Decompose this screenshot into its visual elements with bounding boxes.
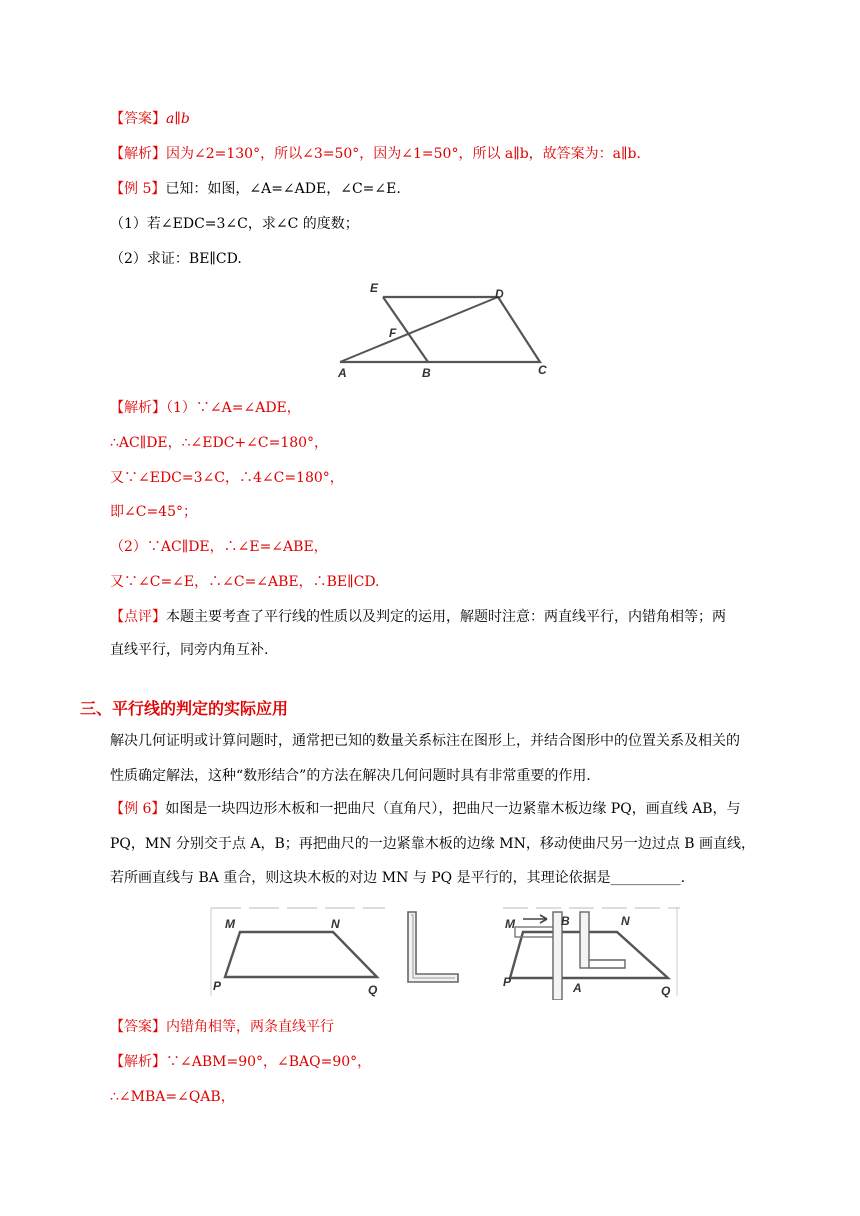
paragraph-line-2: 性质确定解法，这种“数形结合”的方法在解决几何问题时具有非常重要的作用. bbox=[110, 768, 591, 784]
analysis-line-3: ∴∠MBA=∠QAB， bbox=[110, 1089, 235, 1105]
label-P: P bbox=[213, 979, 222, 993]
label-A: A bbox=[573, 981, 582, 995]
label-Q: Q bbox=[368, 983, 378, 997]
analysis-text: 因为∠2=130°，所以∠3=50°，因为∠1=50°，所以 a∥b，故答案为：a∥b. bbox=[166, 146, 641, 162]
label-B: B bbox=[422, 366, 431, 380]
label-F: F bbox=[389, 326, 397, 340]
comment-text-1: 本题主要考查了平行线的性质以及判定的运用，解题时注意：两直线平行，内错角相等；两 bbox=[166, 609, 726, 625]
comment-line-2: 直线平行，同旁内角互补. bbox=[110, 642, 269, 658]
solution-line-5: （2）∵AC∥DE，∴∠E=∠ABE， bbox=[110, 539, 328, 555]
answer-text: a∥b bbox=[166, 111, 190, 127]
analysis-tag-2: 【解析】 bbox=[110, 1054, 166, 1070]
analysis-line-2 bbox=[110, 1051, 371, 1073]
example-6-line-1 bbox=[110, 798, 741, 820]
label-A: A bbox=[338, 366, 347, 380]
figure-trapezoid-with-ruler bbox=[495, 898, 685, 1000]
answer-line-1 bbox=[110, 108, 190, 130]
comment-tag: 【点评】 bbox=[110, 609, 166, 625]
label-B: B bbox=[561, 914, 570, 928]
example-6-tag: 【例 6】 bbox=[110, 801, 166, 817]
question-1: （1）若∠EDC=3∠C，求∠C 的度数； bbox=[110, 216, 359, 232]
solution-line-2: ∴AC∥DE，∴∠EDC+∠C=180°， bbox=[110, 435, 329, 451]
figure-trapezoid bbox=[205, 898, 390, 1000]
section-title: 三、平行线的判定的实际应用 bbox=[80, 699, 289, 718]
solution-line-6: 又∵∠C=∠E，∴∠C=∠ABE，∴BE∥CD. bbox=[110, 574, 380, 590]
solution-text-1: （1）∵∠A=∠ADE， bbox=[166, 400, 301, 416]
analysis-tag: 【解析】 bbox=[110, 146, 166, 162]
example-6-line-2: PQ，MN 分别交于点 A，B；再把曲尺的一边紧靠木板的边缘 MN，移动使曲尺另一边过点 B 画直线， bbox=[110, 836, 756, 852]
label-C: C bbox=[538, 363, 547, 377]
answer-line-2 bbox=[110, 1016, 334, 1038]
paragraph-line-1: 解决几何证明或计算问题时，通常把已知的数量关系标注在图形上，并结合图形中的位置关系及相关的 bbox=[110, 733, 740, 749]
solution-line-4: 即∠C=45°； bbox=[110, 504, 197, 520]
figure-parallelogram bbox=[330, 280, 560, 380]
example-5-tag: 【例 5】 bbox=[110, 181, 166, 197]
answer-tag: 【答案】 bbox=[110, 111, 166, 127]
example-5-text: 已知：如图，∠A=∠ADE，∠C=∠E. bbox=[165, 181, 401, 197]
analysis-text-2: ∵∠ABM=90°，∠BAQ=90°， bbox=[166, 1054, 372, 1070]
question-2: （2）求证：BE∥CD. bbox=[110, 251, 242, 267]
label-D: D bbox=[495, 287, 504, 301]
example-6-text-1: 如图是一块四边形木板和一把曲尺（直角尺），把曲尺一边紧靠木板边缘 PQ，画直线 AB，与 bbox=[165, 801, 741, 817]
label-M: M bbox=[225, 917, 235, 931]
solution-line-1 bbox=[110, 397, 301, 419]
figure-carpenter-square bbox=[402, 908, 462, 990]
example-6-line-3: 若所画直线与 BA 重合，则这块木板的对边 MN 与 PQ 是平行的，其理论依据是__________. bbox=[110, 870, 686, 886]
analysis-line-1 bbox=[110, 143, 641, 165]
label-M: M bbox=[505, 917, 515, 931]
example-5-line bbox=[110, 178, 401, 200]
label-E: E bbox=[370, 281, 379, 295]
label-N: N bbox=[621, 914, 630, 928]
solution-tag: 【解析】 bbox=[110, 400, 166, 416]
answer-text-2: 内错角相等，两条直线平行 bbox=[166, 1019, 334, 1035]
label-Q: Q bbox=[661, 984, 671, 998]
label-P: P bbox=[503, 975, 512, 989]
label-N: N bbox=[331, 917, 340, 931]
answer-tag-2: 【答案】 bbox=[110, 1019, 166, 1035]
solution-line-3: 又∵∠EDC=3∠C，∴4∠C=180°， bbox=[110, 470, 344, 486]
comment-line-1 bbox=[110, 606, 726, 628]
